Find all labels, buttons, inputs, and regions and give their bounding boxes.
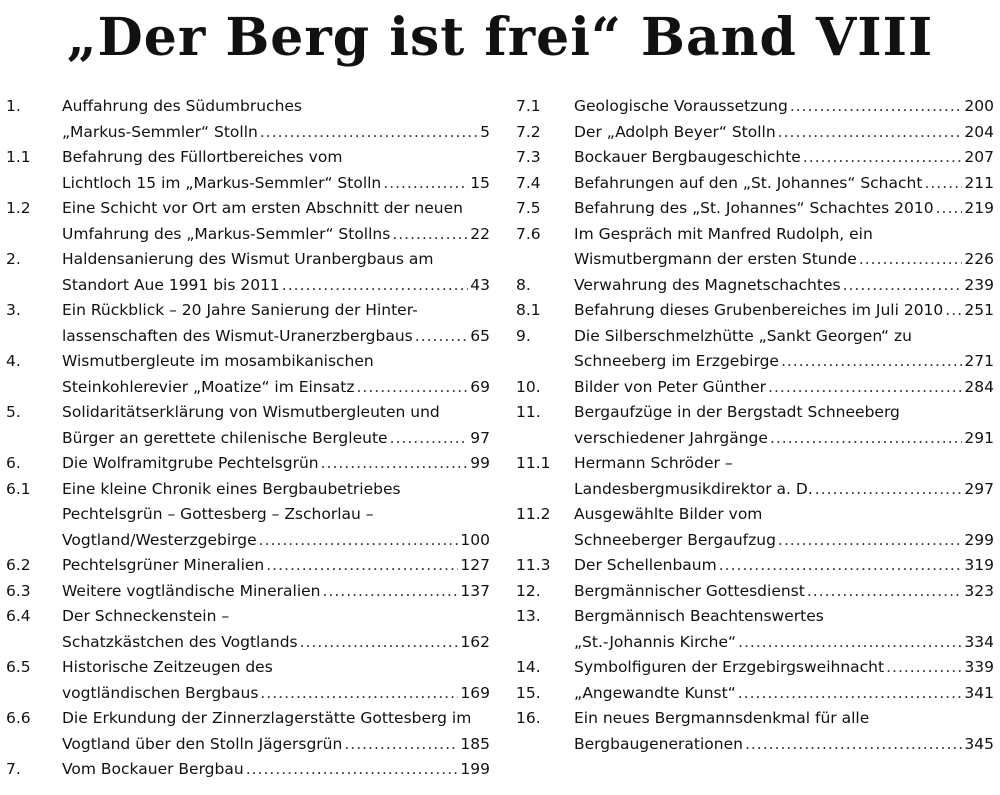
toc-dot-leader xyxy=(803,145,963,171)
toc-entry xyxy=(516,222,994,273)
toc-entry-number: 13. xyxy=(516,607,541,625)
toc-entry-line xyxy=(574,681,994,707)
toc-entry-title-line: Lichtloch 15 im „Markus-Semmler“ Stolln xyxy=(62,173,382,192)
toc-entry-line xyxy=(62,604,490,630)
toc-entry-body xyxy=(574,502,994,553)
toc-entry xyxy=(6,655,490,706)
toc-page-number: 239 xyxy=(964,275,994,294)
toc-entry-line xyxy=(62,273,490,299)
toc-dot-leader xyxy=(745,732,962,758)
toc-dot-leader xyxy=(321,451,469,477)
toc-page-number: 97 xyxy=(470,428,490,447)
toc-entry xyxy=(6,451,490,477)
toc-entry-title-line: Haldensanierung des Wismut Uranbergbaus am xyxy=(62,250,434,268)
toc-entry-body xyxy=(574,196,994,222)
toc-dot-leader xyxy=(815,477,963,503)
toc-entry-number: 7.6 xyxy=(516,224,541,243)
toc-entry-number: 9. xyxy=(516,326,531,345)
toc-dot-leader xyxy=(738,681,963,707)
toc-entry-line xyxy=(62,247,490,273)
toc-entry-line xyxy=(62,477,490,503)
toc-dot-leader xyxy=(936,196,963,222)
toc-entry-body xyxy=(62,655,490,706)
toc-entry-body xyxy=(574,375,994,401)
toc-entry-title-line: Schneeberger Bergaufzug xyxy=(574,530,776,549)
toc-entry-body xyxy=(62,579,490,605)
toc-entry xyxy=(516,579,994,605)
toc-entry xyxy=(6,298,490,349)
toc-dot-leader xyxy=(322,579,458,605)
toc-entry-line xyxy=(62,732,490,758)
toc-entry-title-line: Vogtland über den Stolln Jägersgrün xyxy=(62,734,343,753)
toc-entry-title-line: „Markus-Semmler“ Stolln xyxy=(62,122,258,141)
toc-entry-title-line: Befahrung des „St. Johannes“ Schachtes 2010 xyxy=(574,199,934,217)
toc-entry-title-line: Verwahrung des Magnetschachtes xyxy=(574,275,841,294)
toc-entry-number: 4. xyxy=(6,352,21,370)
toc-entry-number: 6.5 xyxy=(6,658,31,676)
toc-entry xyxy=(516,706,994,757)
toc-entry-line xyxy=(62,579,490,605)
toc-entry-number: 14. xyxy=(516,658,541,676)
toc-entry-title-line: Befahrung dieses Grubenbereiches im Juli 2010 xyxy=(574,301,944,319)
toc-entry-body xyxy=(574,324,994,375)
toc-entry xyxy=(516,145,994,171)
toc-dot-leader xyxy=(356,375,468,401)
toc-entry-title-line: Historische Zeitzeugen des xyxy=(62,658,273,676)
toc-entry-number: 8.1 xyxy=(516,301,541,319)
toc-entry-line xyxy=(574,477,994,503)
toc-entry-line xyxy=(574,604,994,630)
toc-entry-line xyxy=(62,553,490,579)
toc-entry-body xyxy=(62,94,490,145)
toc-page-number: 251 xyxy=(964,301,994,319)
toc-entry-title-line: vogtländischen Bergbaus xyxy=(62,683,259,702)
toc-entry-title-line: Ein Rückblick – 20 Jahre Sanierung der Hinter- xyxy=(62,301,418,319)
toc-entry-body xyxy=(62,553,490,579)
toc-dot-leader xyxy=(260,120,478,146)
toc-entry-line xyxy=(62,120,490,146)
toc-entry-number: 8. xyxy=(516,275,531,294)
toc-entry-line xyxy=(574,426,994,452)
toc-page-number: 323 xyxy=(964,581,994,600)
toc-entry xyxy=(516,298,994,324)
toc-entry xyxy=(6,579,490,605)
toc-dot-leader xyxy=(807,579,963,605)
toc-entry xyxy=(516,553,994,579)
toc-entry-number: 2. xyxy=(6,250,21,268)
toc-page-number: 43 xyxy=(470,275,490,294)
toc-entry-title-line: „Angewandte Kunst“ xyxy=(574,683,736,702)
toc-entry-line xyxy=(62,426,490,452)
toc-page-number: 291 xyxy=(964,428,994,447)
toc-entry-line xyxy=(574,349,994,375)
toc-entry-title-line: Geologische Voraussetzung xyxy=(574,97,788,115)
toc-dot-leader xyxy=(859,247,963,273)
toc-entry xyxy=(6,247,490,298)
toc-entry xyxy=(516,502,994,553)
toc-entry-line xyxy=(62,451,490,477)
toc-entry-title-line: Die Silberschmelzhütte „Sankt Georgen“ zu xyxy=(574,326,912,345)
toc-entry-number: 10. xyxy=(516,377,541,396)
toc-entry-number: 6.6 xyxy=(6,709,31,727)
toc-entry-line xyxy=(62,400,490,426)
toc-entry-line xyxy=(62,222,490,248)
toc-entry-line xyxy=(62,757,490,783)
toc-entry-title-line: Ausgewählte Bilder vom xyxy=(574,505,763,523)
toc-entry-title-line: Umfahrung des „Markus-Semmler“ Stollns xyxy=(62,224,391,243)
toc-page-number: 226 xyxy=(964,250,994,268)
toc-entry-title-line: Der „Adolph Beyer“ Stolln xyxy=(574,122,776,141)
toc-entry-title-line: Wismutbergleute im mosambikanischen xyxy=(62,352,374,370)
toc-dot-leader xyxy=(738,630,962,656)
toc-entry-line xyxy=(574,273,994,299)
toc-entry-body xyxy=(574,145,994,171)
toc-entry xyxy=(6,757,490,783)
toc-entry-number: 11. xyxy=(516,403,541,421)
toc-entry xyxy=(516,171,994,197)
toc-entry-title-line: Im Gespräch mit Manfred Rudolph, ein xyxy=(574,224,873,243)
toc-entry-line xyxy=(574,553,994,579)
toc-page-number: 345 xyxy=(964,734,994,753)
toc-entry-number: 6. xyxy=(6,454,21,472)
toc-dot-leader xyxy=(768,375,962,401)
toc-entry-line xyxy=(62,630,490,656)
toc-entry-body xyxy=(62,400,490,451)
toc-entry-body xyxy=(574,171,994,197)
toc-entry xyxy=(516,120,994,146)
toc-entry-body xyxy=(574,451,994,502)
toc-page-number: 319 xyxy=(964,556,994,574)
toc-dot-leader xyxy=(259,528,459,554)
toc-entry-body xyxy=(62,451,490,477)
toc-entry-body xyxy=(574,298,994,324)
toc-page-number: 339 xyxy=(964,658,994,676)
toc-page-number: 297 xyxy=(964,479,994,498)
toc-entry xyxy=(6,94,490,145)
toc-entry-number: 5. xyxy=(6,403,21,421)
toc-entry-body xyxy=(574,400,994,451)
toc-page-number: 169 xyxy=(460,683,490,702)
toc-page-number: 341 xyxy=(964,683,994,702)
toc-entry-body xyxy=(574,681,994,707)
toc-entry-number: 6.1 xyxy=(6,479,31,498)
toc-entry-line xyxy=(574,120,994,146)
toc-entry-line xyxy=(62,502,490,528)
toc-entry xyxy=(516,324,994,375)
toc-entry-title-line: Befahrung des Füllortbereiches vom xyxy=(62,148,343,166)
toc-entry-title-line: Bergmännischer Gottesdienst xyxy=(574,581,805,600)
toc-dot-leader xyxy=(843,273,963,299)
toc-entry-line xyxy=(574,528,994,554)
toc-right-column xyxy=(516,94,994,757)
toc-page-number: 299 xyxy=(964,530,994,549)
toc-entry-number: 7. xyxy=(6,760,21,778)
toc-entry xyxy=(6,145,490,196)
toc-entry-number: 11.3 xyxy=(516,556,551,574)
toc-entry xyxy=(6,349,490,400)
toc-entry-title-line: Standort Aue 1991 bis 2011 xyxy=(62,275,280,294)
toc-dot-leader xyxy=(246,757,459,783)
toc-page-number: 100 xyxy=(460,530,490,549)
toc-entry-line xyxy=(62,681,490,707)
toc-dot-leader xyxy=(924,171,962,197)
toc-entry-title-line: Bergaufzüge in der Bergstadt Schneeberg xyxy=(574,403,900,421)
toc-entry-line xyxy=(62,655,490,681)
toc-page-number: 219 xyxy=(964,199,994,217)
toc-dot-leader xyxy=(886,655,962,681)
toc-entry-title-line: Bergbaugenerationen xyxy=(574,734,743,753)
toc-page-number: 334 xyxy=(964,632,994,651)
toc-dot-leader xyxy=(390,426,469,452)
toc-entry xyxy=(516,196,994,222)
toc-dot-leader xyxy=(790,94,963,120)
page-title: „Der Berg ist frei“ Band VIII xyxy=(66,7,934,68)
toc-entry-line xyxy=(62,171,490,197)
toc-page-number: 185 xyxy=(460,734,490,753)
toc-entry-title-line: Bilder von Peter Günther xyxy=(574,377,767,396)
toc-entry-body xyxy=(62,757,490,783)
toc-entry-title-line: Auffahrung des Südumbruches xyxy=(62,97,303,115)
toc-entry-line xyxy=(574,94,994,120)
toc-entry-line xyxy=(62,196,490,222)
toc-entry-number: 1. xyxy=(6,97,21,115)
toc-entry xyxy=(6,553,490,579)
toc-entry-line xyxy=(62,349,490,375)
toc-entry-line xyxy=(62,528,490,554)
toc-dot-leader xyxy=(778,120,963,146)
toc-entry-line xyxy=(574,324,994,350)
toc-entry-line xyxy=(574,579,994,605)
toc-page-number: 127 xyxy=(460,556,490,574)
toc-entry-title-line: Ein neues Bergmannsdenkmal für alle xyxy=(574,709,870,727)
toc-entry-title-line: Schatzkästchen des Vogtlands xyxy=(62,632,298,651)
toc-entry-number: 7.4 xyxy=(516,173,541,192)
toc-entry-line xyxy=(574,732,994,758)
toc-entry-title-line: Eine Schicht vor Ort am ersten Abschnitt der neuen xyxy=(62,199,463,217)
toc-entry-number: 6.2 xyxy=(6,556,31,574)
toc-entry xyxy=(6,400,490,451)
toc-entry xyxy=(516,604,994,655)
toc-page-number: 137 xyxy=(460,581,490,600)
toc-entry-line xyxy=(62,375,490,401)
toc-entry-title-line: „St.-Johannis Kirche“ xyxy=(574,632,737,651)
toc-page-number: 22 xyxy=(470,224,490,243)
toc-dot-leader xyxy=(770,426,962,452)
toc-entry-title-line: Bockauer Bergbaugeschichte xyxy=(574,148,801,166)
toc-dot-leader xyxy=(383,171,468,197)
toc-entry-line xyxy=(62,298,490,324)
toc-entry-line xyxy=(574,171,994,197)
toc-entry xyxy=(6,477,490,554)
toc-entry-body xyxy=(62,298,490,349)
toc-entry-title-line: Weitere vogtländische Mineralien xyxy=(62,581,321,600)
toc-entry xyxy=(516,400,994,451)
toc-dot-leader xyxy=(778,528,962,554)
toc-page-number: 162 xyxy=(460,632,490,651)
toc-entry xyxy=(516,94,994,120)
toc-page-number: 204 xyxy=(964,122,994,141)
toc-entry-line xyxy=(574,145,994,171)
toc-entry xyxy=(516,681,994,707)
toc-entry-line xyxy=(574,655,994,681)
toc-entry-line xyxy=(62,706,490,732)
toc-dot-leader xyxy=(260,681,458,707)
toc-entry-line xyxy=(574,247,994,273)
toc-entry-title-line: Der Schellenbaum xyxy=(574,556,717,574)
toc-dot-leader xyxy=(719,553,963,579)
toc-page-number: 200 xyxy=(964,97,994,115)
toc-entry-body xyxy=(62,477,490,554)
toc-entry-number: 7.2 xyxy=(516,122,541,141)
toc-entry-number: 7.1 xyxy=(516,97,541,115)
toc-entry-title-line: lassenschaften des Wismut-Uranerzbergbaus xyxy=(62,326,413,345)
toc-page-number: 199 xyxy=(460,760,490,778)
toc-entry-body xyxy=(574,655,994,681)
toc-entry-line xyxy=(62,94,490,120)
toc-page-number: 15 xyxy=(470,173,490,192)
toc-entry-title-line: Steinkohlerevier „Moatize“ im Einsatz xyxy=(62,377,355,396)
toc-entry-body xyxy=(62,145,490,196)
toc-entry-body xyxy=(574,553,994,579)
toc-entry-title-line: Pechtelsgrün – Gottesberg – Zschorlau – xyxy=(62,505,374,523)
toc-entry-number: 1.1 xyxy=(6,148,31,166)
toc-entry-title-line: verschiedener Jahrgänge xyxy=(574,428,768,447)
toc-dot-leader xyxy=(945,298,962,324)
toc-dot-leader xyxy=(266,553,458,579)
toc-entry-body xyxy=(574,579,994,605)
toc-entry-line xyxy=(574,298,994,324)
toc-entry-body xyxy=(62,247,490,298)
toc-entry-line xyxy=(574,706,994,732)
toc-dot-leader xyxy=(282,273,468,299)
toc-entry-body xyxy=(62,706,490,757)
toc-entry-line xyxy=(574,222,994,248)
toc-entry-title-line: Pechtelsgrüner Mineralien xyxy=(62,556,265,574)
toc-entry-title-line: Vogtland/Westerzgebirge xyxy=(62,530,257,549)
toc-entry-title-line: Schneeberg im Erzgebirge xyxy=(574,352,779,370)
toc-entry-number: 1.2 xyxy=(6,199,31,217)
toc-entry-body xyxy=(62,349,490,400)
toc-entry-number: 7.5 xyxy=(516,199,541,217)
toc-entry-number: 11.2 xyxy=(516,505,551,523)
toc-page-number: 99 xyxy=(470,454,490,472)
toc-entry-line xyxy=(574,196,994,222)
toc-entry-title-line: Landesbergmusikdirektor a. D. xyxy=(574,479,813,498)
toc-entry xyxy=(516,451,994,502)
toc-page-number: 284 xyxy=(964,377,994,396)
toc-entry-title-line: Symbolfiguren der Erzgebirgsweihnacht xyxy=(574,658,885,676)
toc-entry-title-line: Eine kleine Chronik eines Bergbaubetriebes xyxy=(62,479,401,498)
toc-entry-title-line: Wismutbergmann der ersten Stunde xyxy=(574,250,857,268)
toc-entry-line xyxy=(62,324,490,350)
toc-entry-body xyxy=(574,706,994,757)
toc-entry-line xyxy=(574,630,994,656)
toc-entry-body xyxy=(62,604,490,655)
toc-entry-title-line: Die Wolframitgrube Pechtelsgrün xyxy=(62,454,319,472)
toc-left-column xyxy=(6,94,490,783)
toc-entry xyxy=(6,196,490,247)
toc-entry-line xyxy=(574,502,994,528)
toc-entry-title-line: Die Erkundung der Zinnerzlagerstätte Gottesberg im xyxy=(62,709,472,727)
toc-entry-line xyxy=(574,400,994,426)
toc-entry-number: 6.3 xyxy=(6,581,31,600)
toc-entry-title-line: Befahrungen auf den „St. Johannes“ Schacht xyxy=(574,173,923,192)
toc-entry-number: 16. xyxy=(516,709,541,727)
toc-page-number: 65 xyxy=(470,326,490,345)
toc-dot-leader xyxy=(392,222,468,248)
toc-entry-number: 11.1 xyxy=(516,454,551,472)
toc-entry-title-line: Solidaritätserklärung von Wismutbergleuten und xyxy=(62,403,440,421)
toc-entry-body xyxy=(574,604,994,655)
toc-entry-body xyxy=(574,94,994,120)
toc-dot-leader xyxy=(300,630,459,656)
toc-entry-title-line: Bergmännisch Beachtenswertes xyxy=(574,607,824,625)
toc-dot-leader xyxy=(781,349,962,375)
toc-dot-leader xyxy=(344,732,458,758)
toc-entry xyxy=(6,706,490,757)
toc-page-number: 207 xyxy=(964,148,994,166)
toc-entry-body xyxy=(574,273,994,299)
toc-entry-body xyxy=(62,196,490,247)
toc-entry-title-line: Hermann Schröder – xyxy=(574,454,733,472)
toc-entry xyxy=(6,604,490,655)
toc-page-number: 69 xyxy=(470,377,490,396)
toc-entry-line xyxy=(574,451,994,477)
toc-entry-number: 3. xyxy=(6,301,21,319)
toc-entry xyxy=(516,375,994,401)
toc-entry-body xyxy=(574,222,994,273)
toc-entry-number: 12. xyxy=(516,581,541,600)
toc-entry-title-line: Vom Bockauer Bergbau xyxy=(62,760,244,778)
toc-entry xyxy=(516,273,994,299)
toc-page-number: 5 xyxy=(480,122,490,141)
toc-page-number: 211 xyxy=(964,173,994,192)
toc-entry-line xyxy=(574,375,994,401)
toc-entry-body xyxy=(574,120,994,146)
toc-entry-title-line: Der Schneckenstein – xyxy=(62,607,230,625)
toc-entry-number: 6.4 xyxy=(6,607,31,625)
toc-entry-line xyxy=(62,145,490,171)
toc-entry-number: 7.3 xyxy=(516,148,541,166)
toc-page-number: 271 xyxy=(964,352,994,370)
toc-dot-leader xyxy=(415,324,469,350)
toc-entry xyxy=(516,655,994,681)
toc-entry-number: 15. xyxy=(516,683,541,702)
toc-entry-title-line: Bürger an gerettete chilenische Bergleute xyxy=(62,428,388,447)
